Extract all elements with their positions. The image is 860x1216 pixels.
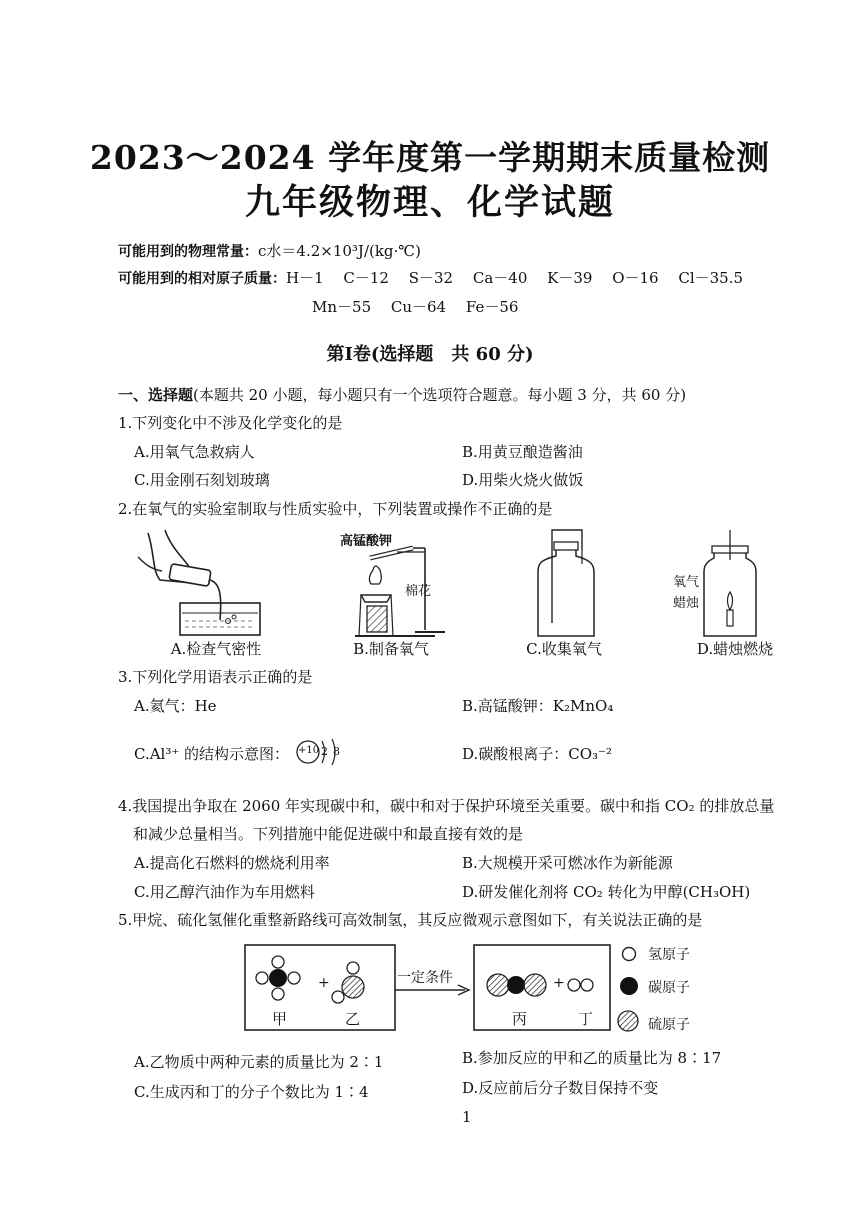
q2-option-a: A.检查气密性 — [170, 640, 262, 658]
q1-option-b: B.用黄豆酿造酱油 — [462, 443, 583, 461]
q1-option-c: C.用金刚石刻划玻璃 — [134, 471, 270, 489]
q2-option-c: C.收集氧气 — [526, 640, 602, 658]
q3-option-d: D.碳酸根离子：CO₃⁻² — [462, 745, 612, 763]
page-number: 1 — [462, 1108, 472, 1126]
label-yi: 乙 — [345, 1010, 361, 1028]
q3-option-c: C.Al³⁺ 的结构示意图： — [134, 745, 290, 763]
exam-title: 2023～2024 学年度第一学期期末质量检测 — [89, 138, 771, 177]
exam-subtitle: 九年级物理、化学试题 — [244, 182, 615, 223]
figure-prepare-oxygen — [335, 540, 455, 645]
ion-nucleus-charge: +10 — [298, 745, 320, 756]
q2-option-b: B.制备氧气 — [353, 640, 429, 658]
ion-shell-1: 2 — [321, 745, 328, 758]
q1-stem: 1.下列变化中不涉及化学变化的是 — [118, 414, 343, 432]
q2-stem: 2.在氧气的实验室制取与性质实验中，下列装置或操作不正确的是 — [118, 500, 553, 518]
legend-carbon-label: 碳原子 — [648, 980, 690, 996]
product-plus: + — [553, 975, 565, 991]
physics-constants-label: 可能用到的物理常量： — [118, 244, 258, 260]
atomic-masses-label: 可能用到的相对原子质量： — [118, 271, 286, 287]
atomic-masses — [118, 267, 743, 288]
label-kmno4: 高锰酸钾 — [340, 534, 393, 549]
q4-option-a: A.提高化石燃料的燃烧利用率 — [134, 854, 330, 872]
q5-option-d: D.反应前后分子数目保持不变 — [462, 1079, 659, 1097]
q4-stem-line2: 和减少总量相当。下列措施中能促进碳中和最直接有效的是 — [133, 825, 524, 843]
atomic-masses-line2: Mn－55 Cu－64 Fe－56 — [312, 298, 519, 316]
q4-option-b: B.大规模开采可燃冰作为新能源 — [462, 854, 673, 872]
figure-candle-burning — [700, 530, 760, 640]
q1-option-d: D.用柴火烧火做饭 — [462, 471, 584, 489]
section-title: 第Ⅰ卷(选择题 共 60 分) — [326, 344, 534, 365]
legend-hydrogen-label: 氢原子 — [648, 947, 690, 963]
label-jia: 甲 — [272, 1010, 288, 1028]
q1-option-a: A.用氧气急救病人 — [134, 443, 255, 461]
label-oxygen: 氧气 — [673, 575, 700, 590]
part-description: (本题共 20 小题，每小题只有一个选项符合题意。每小题 3 分，共 60 分) — [193, 386, 687, 404]
atomic-masses-line1: H－1 C－12 S－32 Ca－40 K－39 O－16 Cl－35.5 — [286, 269, 744, 287]
q5-option-c: C.生成丙和丁的分子个数比为 1∶4 — [134, 1083, 369, 1101]
legend-carbon-icon — [617, 974, 641, 998]
label-candle: 蜡烛 — [673, 596, 700, 611]
q4-option-d: D.研发催化剂将 CO₂ 转化为甲醇(CH₃OH) — [462, 883, 751, 901]
legend-hydrogen-icon — [620, 945, 638, 963]
q4-option-c: C.用乙醇汽油作为车用燃料 — [134, 883, 315, 901]
figure-collect-oxygen — [530, 528, 600, 643]
q3-stem: 3.下列化学用语表示正确的是 — [118, 668, 313, 686]
legend-sulfur-icon — [615, 1008, 641, 1034]
physics-constants-value: c水＝4.2×10³J/(kg·℃) — [258, 242, 421, 260]
figure-airtightness-check — [130, 525, 270, 640]
reaction-condition: 一定条件 — [397, 970, 453, 986]
part-heading: 一、选择题 — [118, 386, 194, 404]
q3-option-a: A.氦气：He — [134, 697, 217, 715]
label-bing: 丙 — [512, 1010, 528, 1028]
q3-option-b: B.高锰酸钾：K₂MnO₄ — [462, 697, 614, 715]
q5-stem: 5.甲烷、硫化氢催化重整新路线可高效制氢，其反应微观示意图如下，有关说法正确的是 — [118, 911, 703, 929]
ion-shell-2: 8 — [333, 745, 340, 758]
reactant-plus: + — [318, 975, 330, 991]
physics-constants — [118, 240, 421, 261]
q2-option-d: D.蜡烛燃烧 — [696, 640, 774, 658]
q4-stem-line1: 4.我国提出争取在 2060 年实现碳中和，碳中和对于保护环境至关重要。碳中和指 CO₂ 的排放总量 — [118, 797, 775, 815]
label-ding: 丁 — [578, 1010, 594, 1028]
legend-sulfur-label: 硫原子 — [648, 1017, 690, 1033]
q5-option-a: A.乙物质中两种元素的质量比为 2∶1 — [134, 1053, 384, 1071]
q5-option-b: B.参加反应的甲和乙的质量比为 8∶17 — [462, 1049, 722, 1067]
part-instructions — [118, 384, 686, 405]
label-cotton: 棉花 — [405, 584, 432, 599]
